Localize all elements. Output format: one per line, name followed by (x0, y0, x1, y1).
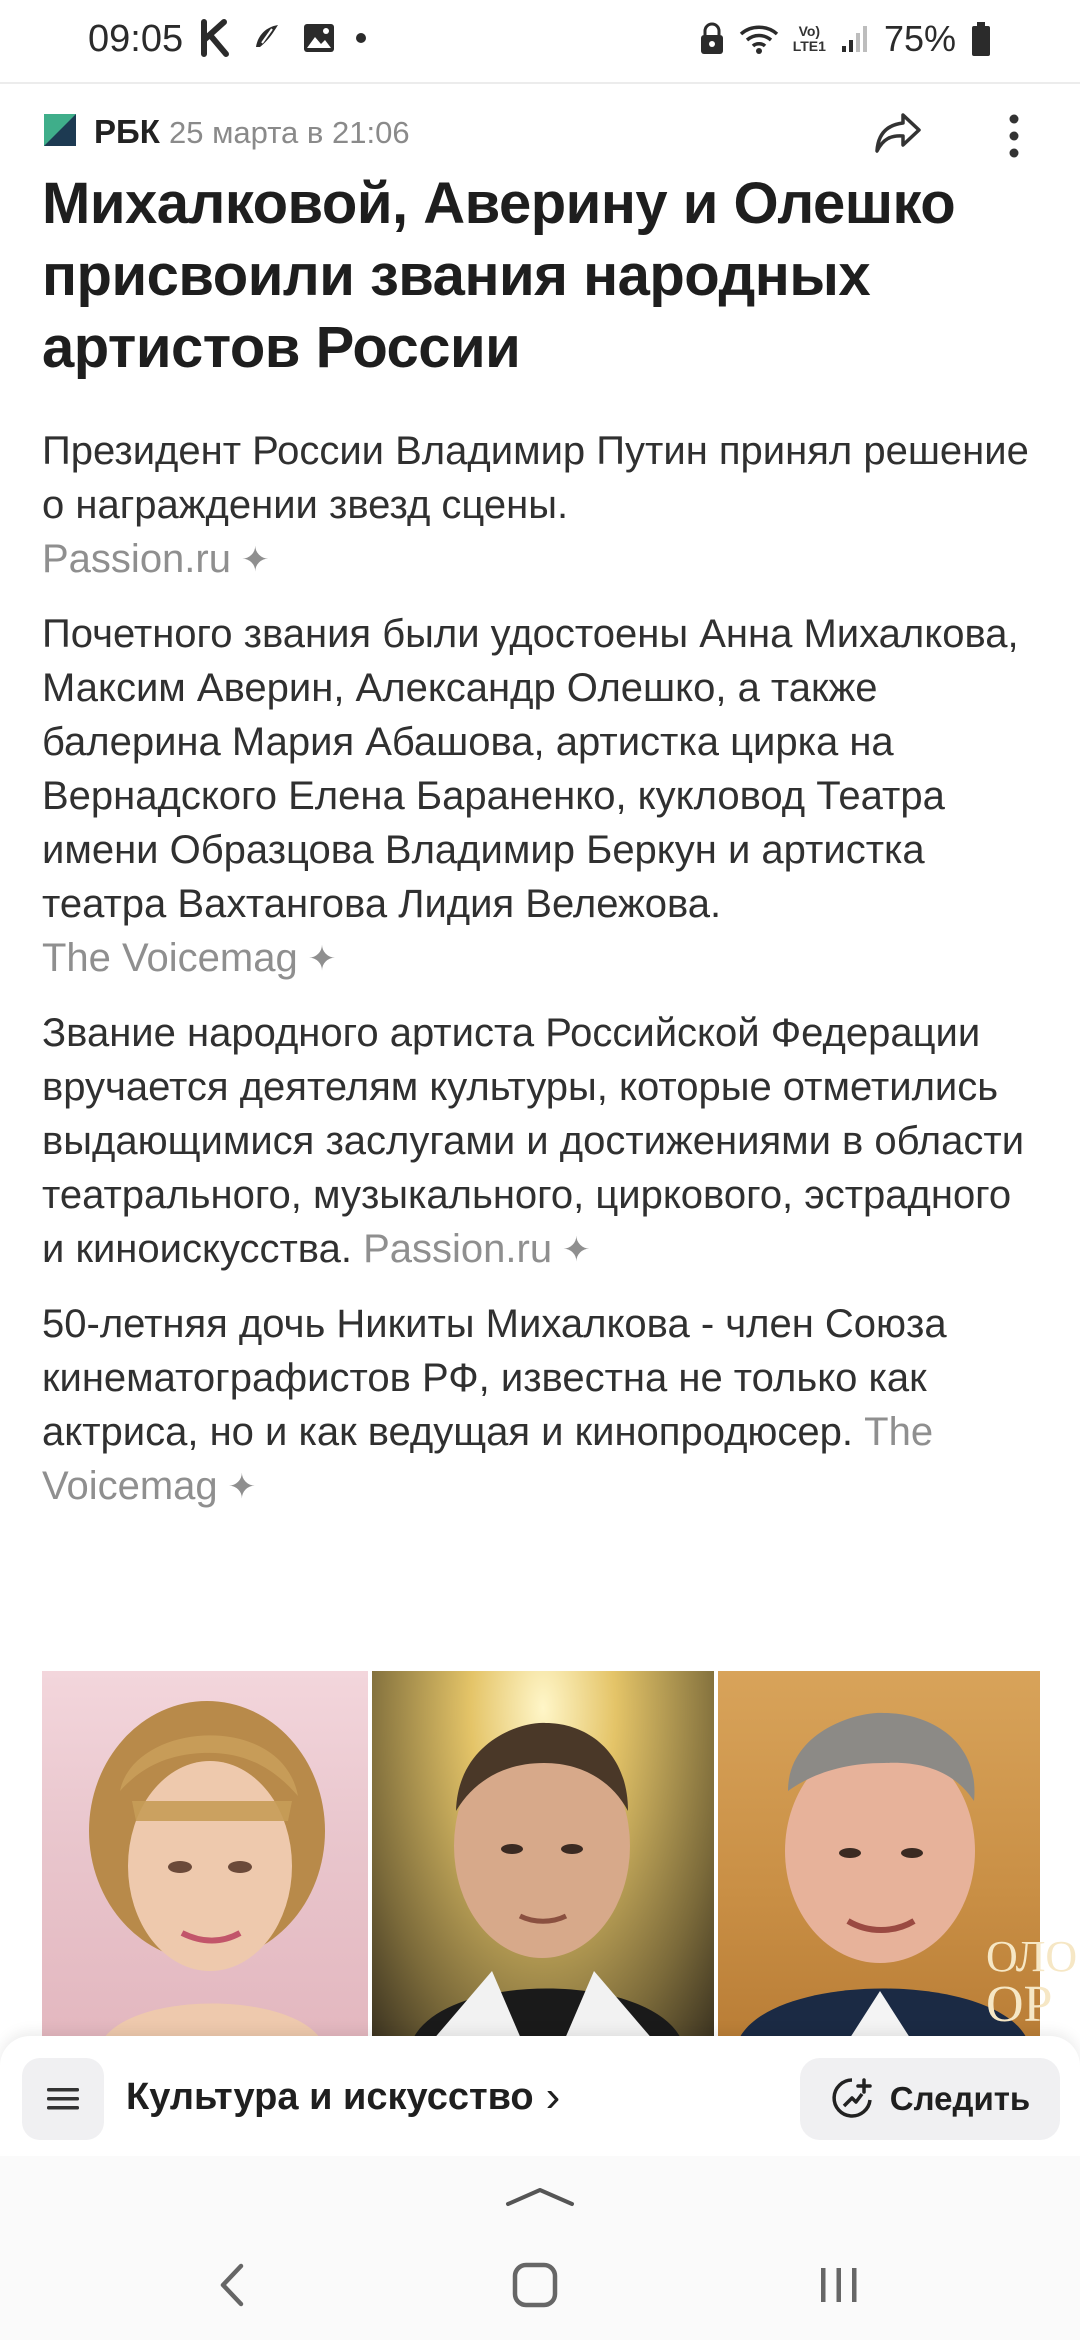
topic-bar (0, 2036, 1080, 2156)
photo-portrait-man-1 (372, 1671, 714, 2041)
paragraph-text: Звание народного артиста Российской Федерации вручается деятелям культуры, которые отметились выдающимися заслугами и достижениями в области театрального, музыкального, циркового, эстрадного и киноискусства. (42, 1011, 1025, 1271)
source-label: The Voicemag (42, 1410, 934, 1508)
chevron-right-icon: › (545, 2072, 561, 2121)
more-vertical-icon (1008, 114, 1020, 158)
paragraph (42, 607, 1042, 986)
share-icon (873, 111, 923, 155)
wifi-icon (739, 23, 779, 55)
photo-portrait-man-2 (718, 1671, 1078, 2041)
article-photo[interactable] (42, 1671, 1078, 2041)
sparkle-icon: ✦ (307, 940, 337, 978)
back-icon (213, 2260, 253, 2310)
paragraph (42, 424, 1042, 587)
lte-label: LTE1 (792, 38, 826, 54)
k-app-icon (200, 20, 230, 56)
topic-label: Культура и искусство (126, 2075, 534, 2118)
network-type-indicator (793, 24, 826, 54)
source-label: The Voicemag (42, 936, 298, 980)
nav-home-button[interactable] (500, 2250, 570, 2320)
follow-add-icon (830, 2076, 876, 2122)
paragraph-text: 50-летняя дочь Никиты Михалкова - член Союза кинематографистов РФ, известна не только как актриса, но и как ведущая и кинопродюсер. (42, 1302, 947, 1454)
dot-icon (354, 31, 368, 45)
portrait-illustration (372, 1671, 714, 2041)
status-bar (0, 0, 1080, 84)
sparkle-icon: ✦ (562, 1231, 591, 1269)
source-link[interactable] (42, 532, 1042, 587)
menu-button[interactable] (22, 2058, 104, 2140)
nav-recents-button[interactable] (804, 2250, 874, 2320)
source-label: Passion.ru (42, 537, 231, 581)
paragraph (42, 1297, 1042, 1514)
system-navigation (0, 2156, 1080, 2340)
article-header (44, 108, 1044, 158)
more-options-button[interactable] (994, 108, 1034, 164)
paragraph (42, 1006, 1042, 1277)
gallery-icon (302, 22, 336, 54)
source-link[interactable] (42, 931, 1042, 986)
battery-percent: 75% (883, 18, 956, 59)
battery-icon (970, 21, 992, 57)
article-body (42, 424, 1042, 1534)
photo-portrait-woman (42, 1671, 368, 2041)
system-status-icons (699, 18, 992, 60)
status-time: 09:05 (88, 18, 184, 60)
home-icon (510, 2260, 560, 2310)
expand-handle-icon[interactable] (504, 2184, 576, 2208)
sparkle-icon: ✦ (227, 1468, 257, 1506)
publish-date: 25 марта в 21:06 (169, 115, 410, 150)
notification-icons (200, 20, 368, 56)
sparkle-icon: ✦ (240, 541, 270, 579)
hamburger-icon (45, 2085, 81, 2113)
article-title: Михалковой, Аверину и Олешко присвоили звания народных артистов России (42, 171, 956, 380)
volte-label: Vo) (798, 23, 821, 39)
source-label: Passion.ru (363, 1227, 553, 1271)
rbc-logo-icon (44, 114, 76, 146)
paragraph-text: Президент России Владимир Путин принял решение о награждении звезд сцены. (42, 429, 1029, 527)
recents-icon (814, 2260, 864, 2310)
nav-back-button[interactable] (198, 2250, 268, 2320)
bird-app-icon (248, 21, 284, 55)
topic-link[interactable] (126, 2072, 560, 2122)
follow-label: Следить (889, 2080, 1031, 2117)
source-name[interactable]: РБК (94, 113, 160, 150)
signal-icon (840, 24, 870, 54)
follow-button[interactable] (800, 2058, 1060, 2140)
lock-icon (699, 22, 725, 56)
paragraph-text: Почетного звания были удостоены Анна Михалкова, Максим Аверин, Александр Олешко, а также балерина Мария Абашова, артистка цирка на Вернадского Елена Бараненко, кукловод Театра имени Образцова Владимир Беркун и артистка театра Вахтангова Лидия Вележова. (42, 612, 1019, 926)
portrait-illustration (718, 1671, 1078, 2041)
background-lettering: ОР (986, 1976, 1053, 2033)
source-link[interactable] (363, 1227, 590, 1271)
share-button[interactable] (870, 108, 926, 158)
background-lettering: ОЛО (986, 1932, 1078, 1981)
portrait-illustration (42, 1671, 368, 2041)
